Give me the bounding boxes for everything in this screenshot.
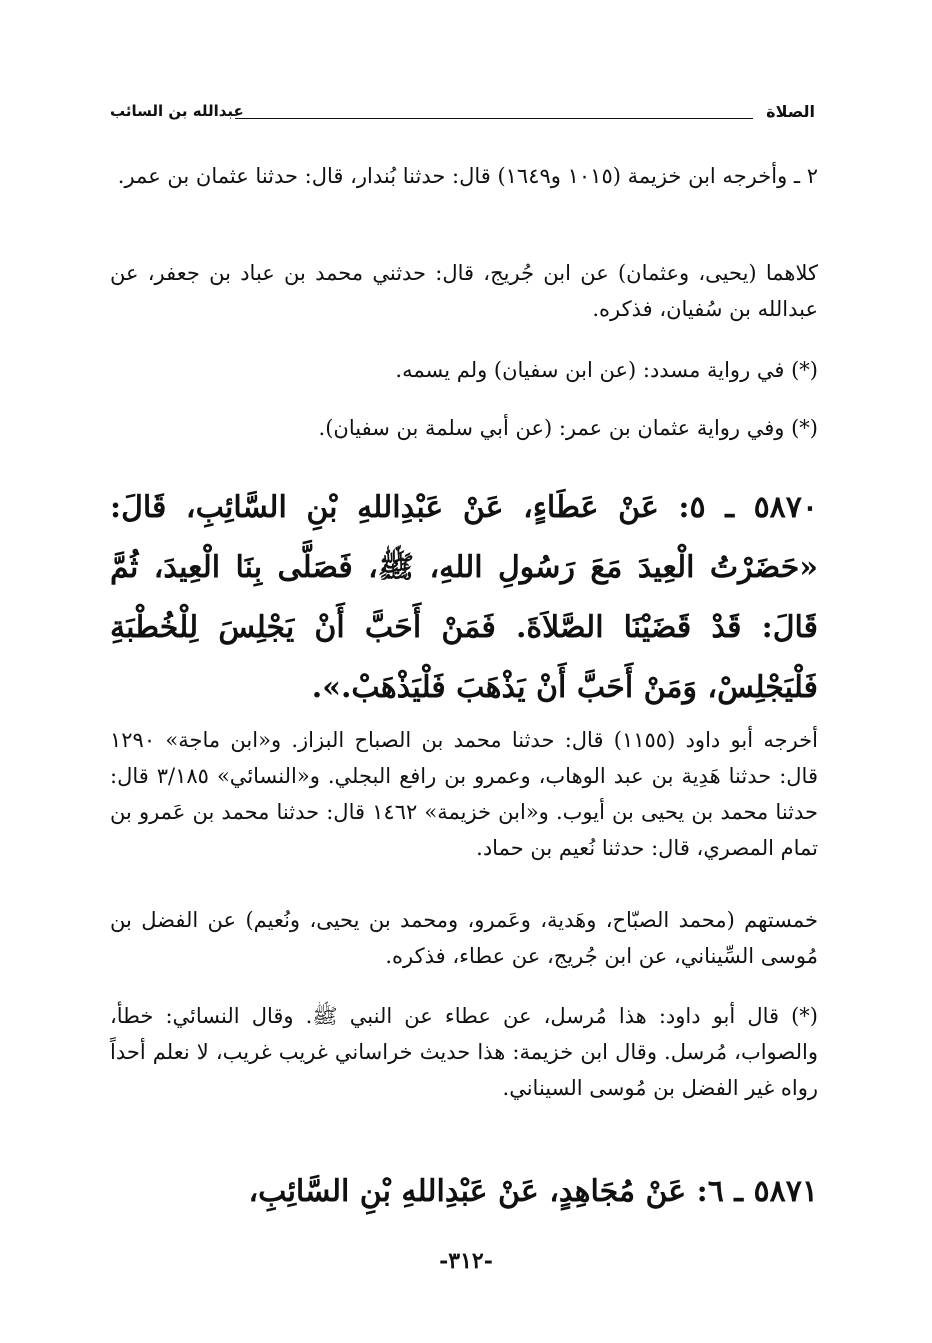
note-musaddad: (*) في رواية مسدد: (عن ابن سفيان) ولم يسمه. — [395, 358, 818, 382]
paragraph-five-narrators: خمستهم (محمد الصبّاح، وهَدية، وعَمرو، ومحمد بن يحيى، ونُعيم) عن الفضل بن مُوسى السِّيناني، عن ابن جُريج، عن عطاء، فذكره. — [110, 908, 818, 968]
paragraph-abu-dawud-takhrij: أخرجه أبو داود (١١٥٥) قال: حدثنا محمد بن الصباح البزاز. و«ابن ماجة» ١٢٩٠ قال: حدثنا هَدِية بن عبد الوهاب، وعمرو بن رافع البجلي. و«النسائي» ٣/١٨٥ قال: حدثنا محمد بن يحيى بن أيوب. و«ابن خزيمة» ١٤٦٢ قال: حدثنا محمد بن عَمرو بن تمام المصري، قال: حدثنا نُعيم بن حماد. — [110, 728, 818, 860]
paragraph-both-narrators: كلاهما (يحيى، وعثمان) عن ابن جُريج، قال: حدثني محمد بن عباد بن جعفر، عن عبدالله بن سُفيان، فذكره. — [110, 261, 818, 321]
paragraph-ibn-khuzaima-chain: ٢ ـ وأخرجه ابن خزيمة (١٠١٥ و١٦٤٩) قال: حدثنا بُندار، قال: حدثنا عثمان بن عمر. — [117, 164, 818, 188]
header-rule — [235, 118, 753, 119]
running-header — [110, 98, 815, 128]
header-companion: عبدالله بن السائب — [110, 102, 244, 120]
header-chapter: الصلاة — [766, 102, 815, 121]
hadith-5870: ٥٨٧٠ ـ ٥: عَنْ عَطَاءٍ، عَنْ عَبْدِاللهِ بْنِ السَّائِبِ، قَالَ: «حَضَرْتُ الْعِيدَ مَعَ رَسُولِ اللهِ، ﷺ، فَصَلَّى بِنَا الْعِيدَ، ثُمَّ قَالَ: قَدْ قَضَيْنَا الصَّلاَةَ. فَمَنْ أَحَبَّ أَنْ يَجْلِسَ لِلْخُطْبَةِ فَلْيَجْلِسْ، وَمَنْ أَحَبَّ أَنْ يَذْهَبَ فَلْيَذْهَبْ.». — [110, 490, 819, 705]
note-mursal: (*) قال أبو داود: هذا مُرسل، عن عطاء عن النبي ﷺ. وقال النسائي: خطأ، والصواب، مُرسل. وقال ابن خزيمة: هذا حديث خراساني غريب غريب، لا نعلم أحداً رواه غير الفضل بن مُوسى السيناني. — [110, 1004, 818, 1100]
hadith-5871: ٥٨٧١ ـ ٦: عَنْ مُجَاهِدٍ، عَنْ عَبْدِاللهِ بْنِ السَّائِبِ، — [248, 1174, 818, 1209]
note-uthman: (*) وفي رواية عثمان بن عمر: (عن أبي سلمة بن سفيان). — [318, 416, 818, 440]
page-number: -٣١٢- — [439, 1248, 493, 1274]
